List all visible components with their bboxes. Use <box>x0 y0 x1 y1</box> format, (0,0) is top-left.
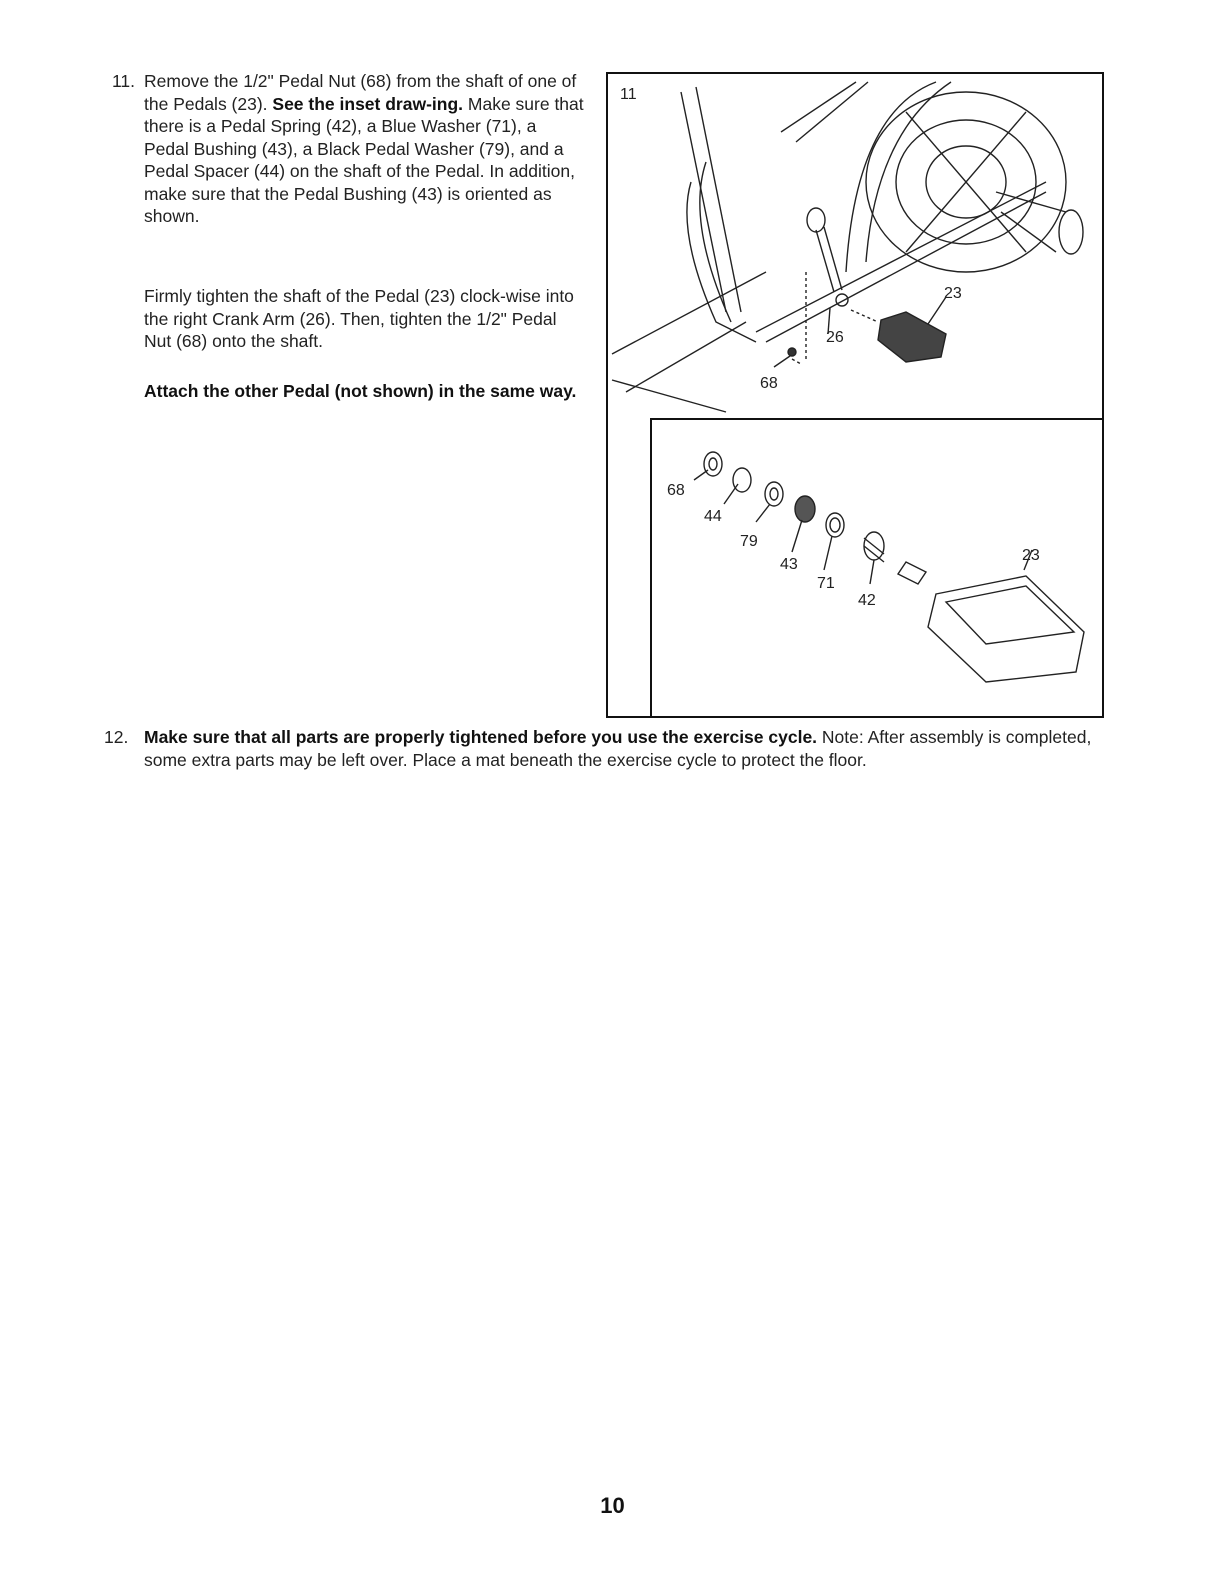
step-11-paragraph-2: Firmly tighten the shaft of the Pedal (23) clock-wise into the right Crank Arm (26). Then, tighten the 1/2" Pedal Nut (68) onto the shaft. <box>144 286 574 351</box>
callout-pedal-nut: 68 <box>760 375 778 392</box>
step-11-emphasis: See the inset draw-ing. <box>272 93 464 114</box>
inset-callout-spacer: 44 <box>704 508 722 525</box>
inset-callout-black-washer: 79 <box>740 533 758 550</box>
inset-callout-spring: 42 <box>858 592 876 609</box>
inset-callout-pedal: 23 <box>1022 547 1040 564</box>
figure-illustration <box>606 72 1104 718</box>
figure-step-label: 11 <box>620 86 637 103</box>
step-number: 12. <box>104 727 129 747</box>
step-12-text: Note: After assembly is completed, some extra parts may be left over. Place a mat beneath the exercise cycle to protect the floor. <box>144 727 1092 770</box>
page-number: 10 <box>600 1493 625 1518</box>
inset-callout-blue-washer: 71 <box>817 575 835 592</box>
step-11-text-a: Remove the 1/2" Pedal Nut (68) from the shaft of one of the Pedals (23). <box>144 71 577 114</box>
step-11-paragraph-1 <box>144 70 584 228</box>
inset-callout-bushing: 43 <box>780 556 798 573</box>
step-11-paragraph-3 <box>144 380 584 403</box>
step-11-instruction: Attach the other Pedal (not shown) in the same way. <box>144 381 577 401</box>
callout-crank-arm: 26 <box>826 329 844 346</box>
callout-pedal: 23 <box>944 285 962 302</box>
inset-callout-nut: 68 <box>667 482 685 499</box>
step-12-emphasis: Make sure that all parts are properly tightened before you use the exercise cycle. <box>144 727 818 747</box>
step-12-paragraph <box>144 726 1109 771</box>
step-number: 11. <box>112 71 136 91</box>
step-11-text-b: Make sure that there is a Pedal Spring (42), a Blue Washer (71), a Pedal Bushing (43), a Black Pedal Washer (79), and a Pedal Spacer (44) on the shaft of the Pedal. In addition, make sure that the Pedal Bushing (43) is oriented as shown. <box>144 93 584 226</box>
